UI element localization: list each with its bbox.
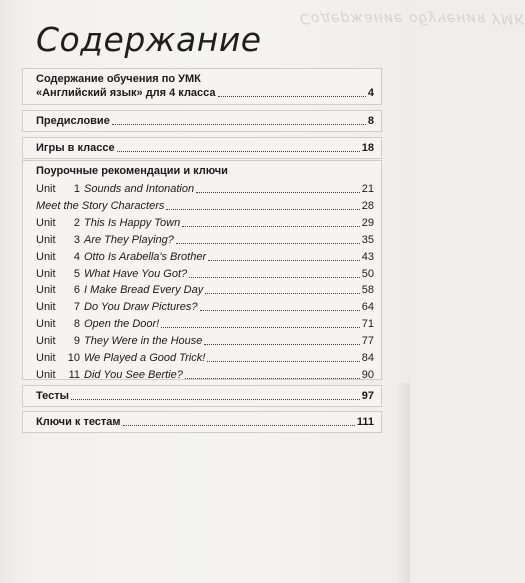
unit-number: 3 [73, 233, 80, 246]
leader-dots [182, 225, 360, 227]
unit-label: Unit [36, 183, 56, 195]
unit-title: Did You See Bertie? [84, 368, 183, 381]
toc-entry-label [36, 317, 159, 331]
toc-entry-lesson[interactable] [36, 298, 374, 314]
leader-dots [161, 326, 360, 328]
leader-dots [204, 343, 359, 345]
toc-entry-label [36, 199, 164, 213]
toc-entry-games[interactable] [36, 139, 374, 155]
toc-page-number: 35 [361, 233, 374, 246]
unit-title: Open the Door! [84, 318, 160, 331]
unit-label: Unit [36, 352, 56, 364]
unit-number: 5 [73, 267, 80, 280]
toc-entry-content-line1: Содержание обучения по УМК [36, 73, 201, 85]
unit-label: Unit [36, 284, 56, 297]
unit-number: 1 [73, 183, 80, 195]
unit-number: 4 [73, 250, 80, 263]
leader-dots [71, 398, 360, 400]
leader-dots [189, 276, 360, 278]
toc-page-number: 58 [361, 284, 374, 297]
unit-title: I Make Bread Every Day [84, 284, 204, 297]
unit-number: 9 [73, 335, 80, 348]
toc-page-number: 28 [361, 199, 374, 212]
unit-label: Unit [36, 267, 56, 280]
toc-entry-label [36, 182, 194, 196]
toc-entry-keys[interactable] [36, 413, 374, 429]
toc-entry-tests[interactable] [36, 387, 374, 403]
leader-dots [208, 259, 360, 261]
unit-label: Unit [36, 368, 56, 381]
leader-dots [176, 242, 360, 244]
toc-page-number: 111 [356, 416, 374, 428]
leader-dots [205, 292, 360, 294]
unit-title: Sounds and Intonation [84, 183, 195, 195]
unit-title: Meet the Story Characters [36, 199, 165, 212]
toc-entry-lesson[interactable] [36, 332, 374, 348]
unit-number: 6 [73, 284, 80, 297]
toc-page-number: 90 [361, 368, 374, 381]
unit-title: They Were in the House [84, 335, 203, 348]
unit-label: Unit [36, 318, 56, 331]
toc-entry-label: Тесты [36, 390, 70, 402]
toc-page-number: 71 [361, 318, 374, 331]
unit-title: Do You Draw Pictures? [84, 301, 198, 314]
leader-dots [185, 377, 360, 379]
bleed-through-text: Содержание обучения УМК [300, 10, 525, 26]
toc-entry-preface[interactable] [36, 112, 374, 128]
toc-page-number: 43 [361, 250, 374, 263]
toc-entry-lesson[interactable] [36, 231, 374, 247]
leader-dots [218, 95, 366, 97]
toc-entry-lesson[interactable] [36, 349, 374, 365]
toc-entry-lesson[interactable] [36, 248, 374, 264]
unit-number: 10 [67, 352, 80, 364]
unit-title: Otto Is Arabella's Brother [84, 250, 207, 263]
unit-title: What Have You Got? [84, 267, 188, 280]
leader-dots [117, 150, 360, 152]
toc-entry-label [36, 283, 203, 297]
toc-entry-label: Ключи к тестам [36, 416, 121, 428]
toc-entry-label [36, 334, 202, 348]
leader-dots [166, 208, 359, 210]
toc-entry-label [36, 351, 205, 365]
toc-entry-label: «Английский язык» для 4 класса [36, 87, 216, 99]
toc-page-number: 50 [361, 267, 374, 280]
toc-page-number: 8 [367, 115, 374, 127]
toc-entry-label: Игры в классе [36, 142, 115, 154]
toc-entry-lesson[interactable] [36, 366, 374, 382]
toc-entry-lesson[interactable] [36, 180, 374, 196]
leader-dots [123, 424, 355, 426]
leader-dots [200, 309, 360, 311]
toc-entry-lesson[interactable] [36, 281, 374, 297]
lessons-heading: Поурочные рекомендации и ключи [36, 165, 228, 177]
toc-entry-label [36, 300, 198, 314]
toc-entry-content[interactable] [36, 84, 374, 100]
toc-page-number: 84 [361, 352, 374, 364]
leader-dots [196, 191, 360, 193]
toc-page-number: 21 [361, 183, 374, 195]
toc-page-number: 4 [367, 87, 374, 99]
unit-number: 7 [73, 301, 80, 314]
unit-label: Unit [36, 301, 56, 314]
unit-title: Are They Playing? [84, 233, 174, 246]
unit-title: We Played a Good Trick! [84, 352, 206, 364]
unit-label: Unit [36, 216, 56, 229]
toc-entry-label [36, 216, 180, 230]
toc-entry-label: Предисловие [36, 115, 110, 127]
unit-label: Unit [36, 250, 56, 263]
toc-page-number: 64 [361, 301, 374, 314]
toc-page-number: 97 [361, 390, 374, 402]
toc-entry-lesson[interactable] [36, 214, 374, 230]
toc-entry-label [36, 267, 187, 281]
toc-page-number: 29 [361, 216, 374, 229]
unit-label: Unit [36, 335, 56, 348]
unit-title: This Is Happy Town [84, 216, 181, 229]
unit-number: 2 [73, 216, 80, 229]
toc-entry-lesson[interactable] [36, 265, 374, 281]
toc-entry-lesson[interactable] [36, 315, 374, 331]
unit-number: 11 [68, 368, 80, 381]
unit-number: 8 [73, 318, 80, 331]
toc-entry-label [36, 250, 206, 264]
toc-page-number: 77 [361, 335, 374, 348]
toc-entry-label [36, 368, 183, 382]
toc-entry-label [36, 233, 174, 247]
leader-dots [207, 360, 359, 362]
leader-dots [112, 123, 366, 125]
page-title: Содержание [36, 20, 262, 59]
page-shadow [396, 383, 410, 583]
toc-entry-lesson[interactable] [36, 197, 374, 213]
toc-page-number: 18 [361, 142, 374, 154]
unit-label: Unit [36, 233, 56, 246]
